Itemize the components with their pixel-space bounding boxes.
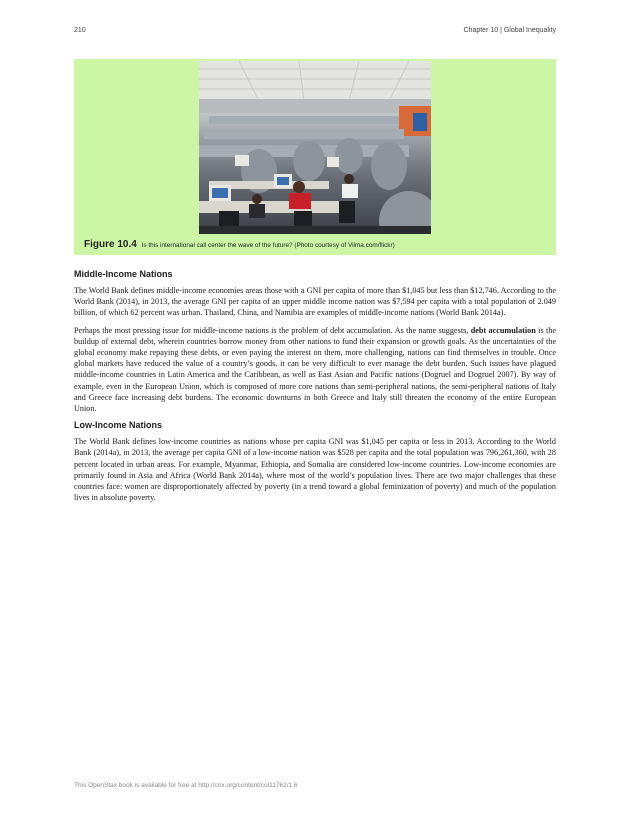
page-number: 210 xyxy=(74,27,86,34)
call-center-illustration xyxy=(199,61,431,234)
middle-income-paragraph-2 xyxy=(74,325,556,415)
figure-caption xyxy=(84,239,550,250)
figure-box xyxy=(74,59,556,255)
call-center-photo xyxy=(199,61,431,234)
low-income-paragraph-1: The World Bank defines low-income countries as nations whose per capita GNI was $1,045 per capita or less in 2013. According to the World Bank (2014a), in 2013, the average per capita GNI of a low-income nation was $528 per capita and the total population was 796,261,360, with 28 percent located in urban areas. For example, Myanmar, Ethiopia, and Somalia are considered low-income countries. Low-income economies are primarily found in Asia and Africa (World Bank 2014a), where most of the world’s population lives. There are two major challenges that these countries face: women are disproportionately affected by poverty (in a trend toward a global feminization of poverty) and much of the population lives in absolute poverty. xyxy=(74,437,556,503)
section-heading-middle-income: Middle-Income Nations xyxy=(74,269,173,279)
body-content xyxy=(74,269,556,509)
paragraph-text: is the buildup of external debt, wherein countries borrow money from other nations to fund their expansion or growth goals. As the uncertainties of the global economy make repaying these debts, or even paying the interest on them, more challenging, nations can find themselves in trouble. Once global markets have reduced the value of a country’s goods, it can be very difficult to ever manage the debt burden. Such issues have plagued middle-income countries in Latin America and the Caribbean, as well as East Asian and Pacific nations (Dogruel and Dogruel 2007). By way of example, even in the European Union, which is composed of more core nations than semi-peripheral nations, the semi-peripheral nations of Italy and Greece face increasing debt burdens. The economic downturns in both Greece and Italy still threaten the economy of the entire European Union. xyxy=(74,325,557,414)
footer-note: This OpenStax book is available for free at http://cnx.org/content/col11762/1.6 xyxy=(74,782,298,789)
figure-caption-text: Is this international call center the wave of the future? (Photo courtesy of Vilma.com/flickr) xyxy=(141,242,395,249)
key-term-debt-accumulation: debt accumulation xyxy=(470,325,536,335)
figure-label: Figure 10.4 xyxy=(84,239,137,250)
middle-income-paragraph-1: The World Bank defines middle-income economies areas those with a GNI per capita of more than $1,045 but less than $12,746. According to the World Bank (2014), in 2013, the average GNI per capita of an upper middle income nation was $7,594 per capita with a total population of 2.049 billion, of which 62 percent was urban. Thailand, China, and Namibia are examples of middle-income nations (World Bank 2014a). xyxy=(74,286,556,318)
section-heading-low-income: Low-Income Nations xyxy=(74,420,163,431)
chapter-title: Chapter 10 | Global Inequality xyxy=(463,27,556,34)
paragraph-text: Perhaps the most pressing issue for middle-income nations is the problem of debt accumulation. As the name suggests, xyxy=(74,325,471,335)
